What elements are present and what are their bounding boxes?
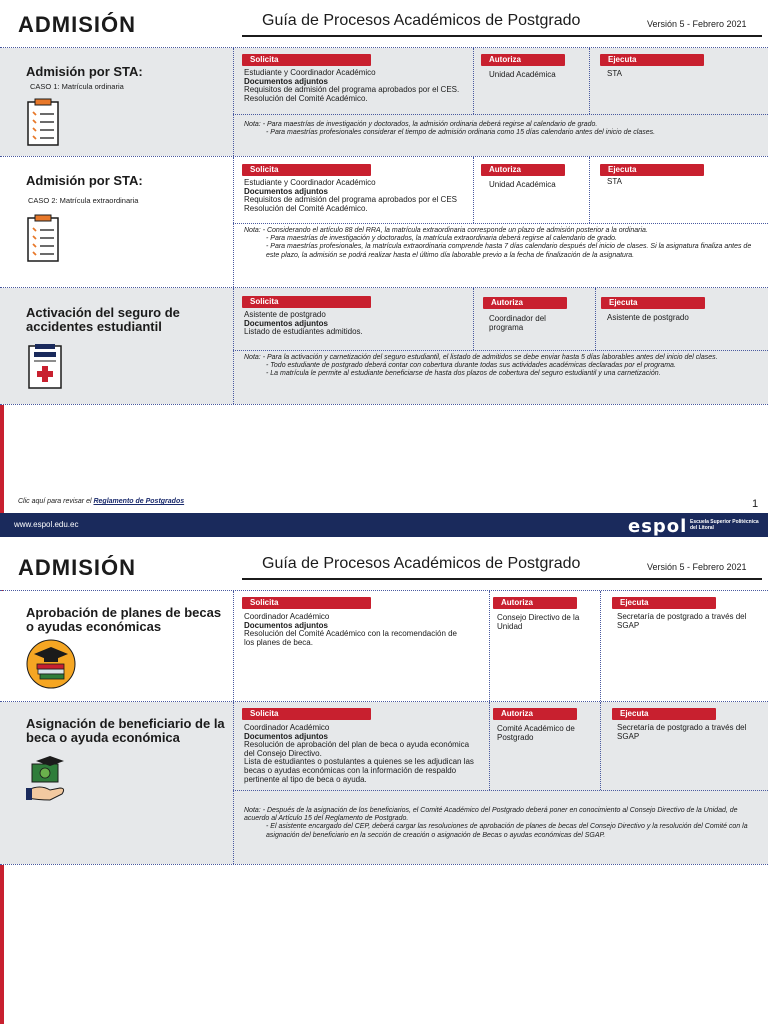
- solicita-content: Estudiante y Coordinador Académico Documentos adjuntos Requisitos de admisión del programa aprobados por el CES Resolución del Comité Académico.: [244, 178, 458, 213]
- section-title: Admisión por STA:: [26, 173, 143, 188]
- section-aprobacion-becas: [0, 591, 768, 701]
- solicita-content: Coordinador Académico Documentos adjuntos Resolución del Comité Académico con la recomendación de los planes de beca.: [244, 612, 458, 647]
- ejecuta-label: Ejecuta: [601, 297, 705, 309]
- section-subtitle: CASO 1: Matrícula ordinaria: [30, 82, 124, 91]
- graduation-cap-books-icon: [26, 639, 76, 689]
- clipboard-checklist-icon: [26, 98, 60, 146]
- ejecuta-label: Ejecuta: [600, 164, 704, 176]
- page-title: ADMISIÓN: [18, 555, 136, 580]
- scholarship-money-icon: [26, 754, 70, 804]
- autoriza-label: Autoriza: [483, 297, 567, 309]
- section-title: Asignación de beneficiario de la beca o ayuda económica: [26, 716, 225, 745]
- website-link[interactable]: www.espol.edu.ec: [14, 520, 79, 529]
- ejecuta-label: Ejecuta: [600, 54, 704, 66]
- autoriza-label: Autoriza: [481, 164, 565, 176]
- page-number: 1: [752, 498, 759, 510]
- autoriza-content: Consejo Directivo de la Unidad: [497, 613, 580, 631]
- solicita-content: Coordinador Académico Documentos adjuntos Resolución de aprobación del plan de beca o ayuda económica del Consejo Directivo. Lista de estudiantes o postulantes a quienes se les adjudican las becas o ayudas económicas con la información de respaldo pertinente al tipo de beca o ayuda.: [244, 723, 474, 784]
- ejecuta-content: Asistente de postgrado: [607, 313, 689, 322]
- header-underline: [242, 578, 762, 580]
- espol-logo: espol: [628, 516, 688, 537]
- autoriza-label: Autoriza: [493, 597, 577, 609]
- footer-bar: [0, 513, 768, 537]
- reglamento-link[interactable]: Reglamento de Postgrados: [93, 498, 185, 505]
- autoriza-label: Autoriza: [481, 54, 565, 66]
- solicita-label: Solicita: [242, 164, 371, 176]
- section-admision-caso1: [0, 48, 768, 156]
- autoriza-content: Comité Académico de Postgrado: [497, 724, 575, 742]
- section-seguro-accidentes: [0, 288, 768, 404]
- ejecuta-content: STA: [607, 177, 622, 186]
- header-underline: [242, 35, 762, 37]
- clipboard-checklist-icon: [26, 214, 60, 262]
- version-label: Versión 5 - Febrero 2021: [647, 562, 747, 572]
- autoriza-content: Coordinador del programa: [489, 314, 546, 332]
- solicita-content: Estudiante y Coordinador Académico Documentos adjuntos Requisitos de admisión del programa aprobados por el CES. Resolución del Comité Académico.: [244, 68, 460, 103]
- section-subtitle: CASO 2: Matrícula extraordinaria: [28, 196, 139, 205]
- footer-note: Clic aquí para revisar el Reglamento de Postgrados: [18, 498, 185, 505]
- note-block: Nota: - Considerando el artículo 88 del RRA, la matrícula extraordinaria corresponde un plazo de admisión posterior a la ordinaria. - Para maestrías de investigación y doctorados, la matrícula extraordinaria deberá regirse al calendario de grado. - Para maestrías profesionales, la matrícula extraordinaria comprende hasta 7 días calendario después del inicio de clases. Si la asignatura finaliza antes de este plazo, la admisión se podrá realizar hasta el último día laborable previo a la fecha de finalización de la asignatura.: [244, 227, 752, 259]
- accent-bar: [0, 865, 4, 1024]
- page-title: ADMISIÓN: [18, 12, 136, 37]
- accent-bar: [0, 405, 4, 513]
- section-title: Admisión por STA:: [26, 64, 143, 79]
- ejecuta-label: Ejecuta: [612, 708, 716, 720]
- section-asignacion-beneficiario: [0, 702, 768, 864]
- ejecuta-content: Secretaría de postgrado a través del SGAP: [617, 723, 747, 741]
- autoriza-content: Unidad Académica: [489, 180, 556, 189]
- autoriza-label: Autoriza: [493, 708, 577, 720]
- section-title: Aprobación de planes de becas o ayudas económicas: [26, 605, 222, 634]
- solicita-label: Solicita: [242, 708, 371, 720]
- guide-title: Guía de Procesos Académicos de Postgrado: [262, 555, 581, 572]
- page-2: [0, 543, 768, 1024]
- autoriza-content: Unidad Académica: [489, 70, 556, 79]
- solicita-label: Solicita: [242, 54, 371, 66]
- note-block: Nota: - Después de la asignación de los beneficiarios, el Comité Académico del Postgrado deberá poner en conocimiento al Consejo Directivo de la Unidad, de acuerdo al Artículo 15 del Reglamento de Postgrado. - El asistente encargado del CEP, deberá cargar las resoluciones de aprobación de planes de becas del Consejo Directivo y la resolución del Comité con la asignación del beneficiario en la sección de creación o asignación de Becas o ayudas económicas del SGAP.: [244, 807, 748, 839]
- guide-title: Guía de Procesos Académicos de Postgrado: [262, 12, 581, 29]
- section-title: Activación del seguro de accidentes estudiantil: [26, 305, 180, 334]
- medical-chart-icon: [27, 344, 63, 390]
- version-label: Versión 5 - Febrero 2021: [647, 19, 747, 29]
- ejecuta-content: Secretaría de postgrado a través del SGAP: [617, 612, 747, 630]
- section-admision-caso2: [0, 157, 768, 287]
- logo-subtitle: Escuela Superior Politécnica del Litoral: [690, 519, 759, 531]
- note-block: Nota: - Para maestrías de investigación y doctorados, la admisión ordinaria deberá regirse al calendario de grado. - Para maestrías profesionales considerar el tiempo de admisión ordinaria como 15 días calendario antes del inicio de clases.: [244, 121, 656, 137]
- ejecuta-label: Ejecuta: [612, 597, 716, 609]
- solicita-content: Asistente de postgrado Documentos adjuntos Listado de estudiantes admitidos.: [244, 310, 363, 337]
- ejecuta-content: STA: [607, 69, 622, 78]
- solicita-label: Solicita: [242, 296, 371, 308]
- note-block: Nota: - Para la activación y carnetización del seguro estudiantil, el listado de admitidos se debe enviar hasta 5 días laborables antes del inicio del clases. - Todo estudiante de postgrado deberá contar con cobertura durante todas sus actividades académicas declaradas por el programa. - La matrícula le permite al estudiante beneficiarse de hasta dos plazos de cobertura del seguro estudiantil y una carnetización.: [244, 354, 718, 378]
- solicita-label: Solicita: [242, 597, 371, 609]
